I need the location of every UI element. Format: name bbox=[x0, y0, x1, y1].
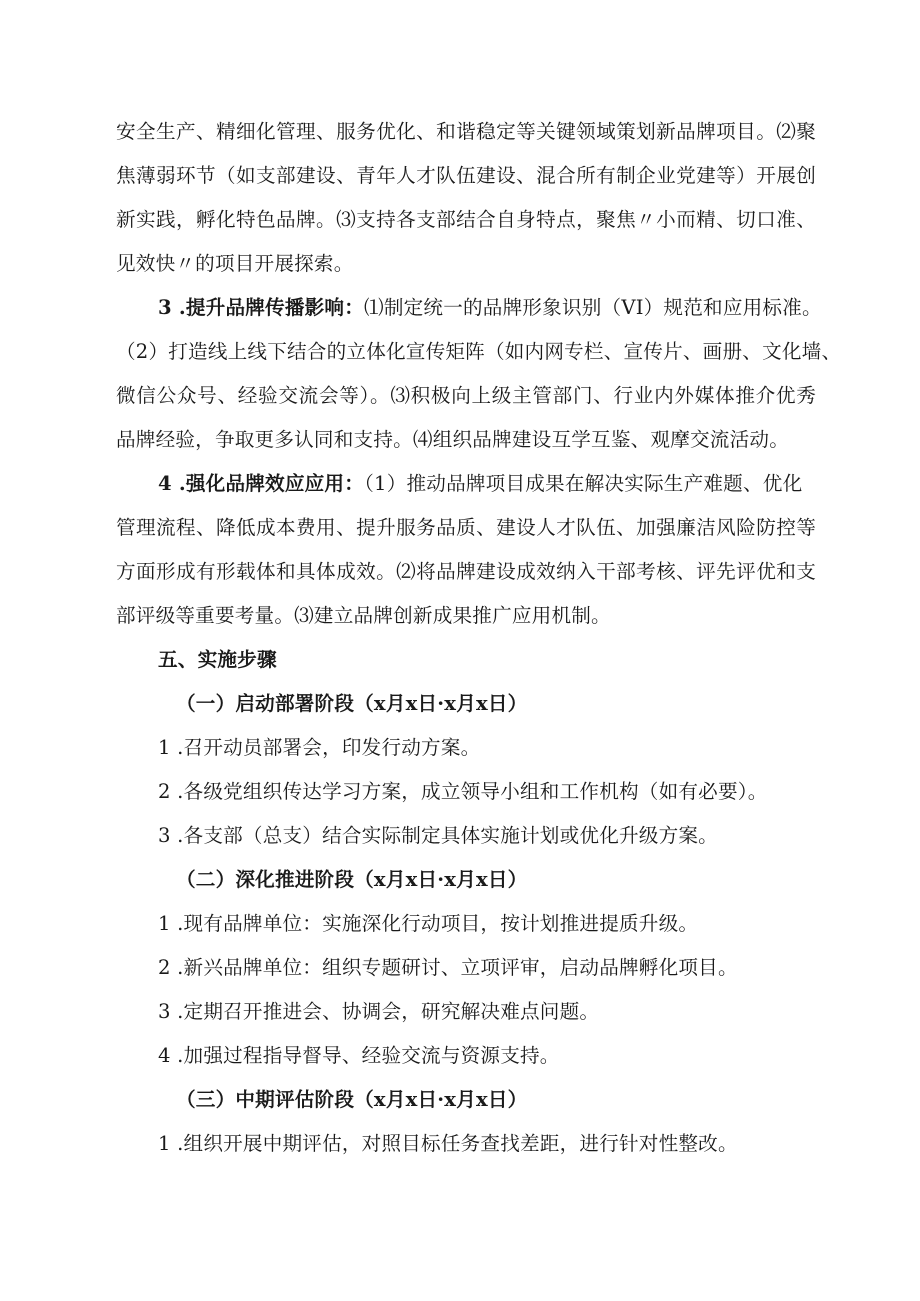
stage-1-item-3: 3 .各支部（总支）结合实际制定具体实施计划或优化升级方案。 bbox=[158, 824, 718, 847]
stage-3-title: （三）中期评估阶段（x月x日·x月x日） bbox=[176, 1088, 528, 1111]
para-3-text: ⑴制定统一的品牌形象识别（VI）规范和应用标准。 bbox=[364, 296, 822, 319]
para-continued-line-3: 新实践，孵化特色品牌。⑶支持各支部结合自身特点，聚焦〃小而精、切口准、 bbox=[116, 208, 816, 231]
para-continued-line-4: 见效快〃的项目开展探索。 bbox=[116, 252, 354, 275]
stage-1-item-2: 2 .各级党组织传达学习方案，成立领导小组和工作机构（如有必要）。 bbox=[158, 780, 768, 803]
stage-2-item-2: 2 .新兴品牌单位：组织专题研讨、立项评审，启动品牌孵化项目。 bbox=[158, 956, 738, 979]
stage-2-item-3: 3 .定期召开推进会、协调会，研究解决难点问题。 bbox=[158, 1000, 600, 1023]
para-4-line-3: 方面形成有形载体和具体成效。⑵将品牌建设成效纳入干部考核、评先评优和支 bbox=[116, 560, 816, 583]
para-continued-line-1: 安全生产、精细化管理、服务优化、和谐稳定等关键领域策划新品牌项目。⑵聚 bbox=[116, 120, 816, 143]
para-4-text: （1）推动品牌项目成果在解决实际生产难题、优化 bbox=[364, 472, 803, 495]
stage-1-title: （一）启动部署阶段（x月x日·x月x日） bbox=[176, 692, 528, 715]
para-4-line-4: 部评级等重要考量。⑶建立品牌创新成果推广应用机制。 bbox=[116, 604, 611, 627]
para-continued-line-2: 焦薄弱环节（如支部建设、青年人才队伍建设、混合所有制企业党建等）开展创 bbox=[116, 164, 816, 187]
para-4-line-1 bbox=[158, 473, 816, 495]
stage-1-item-1: 1 .召开动员部署会，印发行动方案。 bbox=[158, 736, 481, 759]
section-heading: 五、实施步骤 bbox=[158, 648, 277, 671]
para-3-line-1 bbox=[158, 296, 822, 319]
stage-2-title: （二）深化推进阶段（x月x日·x月x日） bbox=[176, 868, 528, 891]
para-3-line-2: （2）打造线上线下结合的立体化宣传矩阵（如内网专栏、宣传片、画册、文化墙、 bbox=[116, 340, 842, 363]
stage-2-item-1: 1 .现有品牌单位：实施深化行动项目，按计划推进提质升级。 bbox=[158, 912, 699, 935]
stage-3-item-1: 1 .组织开展中期评估，对照目标任务查找差距，进行针对性整改。 bbox=[158, 1132, 738, 1155]
para-3-line-3: 微信公众号、经验交流会等）。⑶积极向上级主管部门、行业内外媒体推介优秀 bbox=[116, 384, 816, 407]
para-3-line-4: 品牌经验，争取更多认同和支持。⑷组织品牌建设互学互鉴、观摩交流活动。 bbox=[116, 428, 789, 451]
para-3-title: 3 .提升品牌传播影响： bbox=[158, 296, 365, 319]
para-4-title: 4 .强化品牌效应应用： bbox=[158, 472, 365, 495]
stage-2-item-4: 4 .加强过程指导督导、经验交流与资源支持。 bbox=[158, 1044, 560, 1067]
para-4-line-2: 管理流程、降低成本费用、提升服务品质、建设人才队伍、加强廉洁风险防控等 bbox=[116, 516, 816, 539]
